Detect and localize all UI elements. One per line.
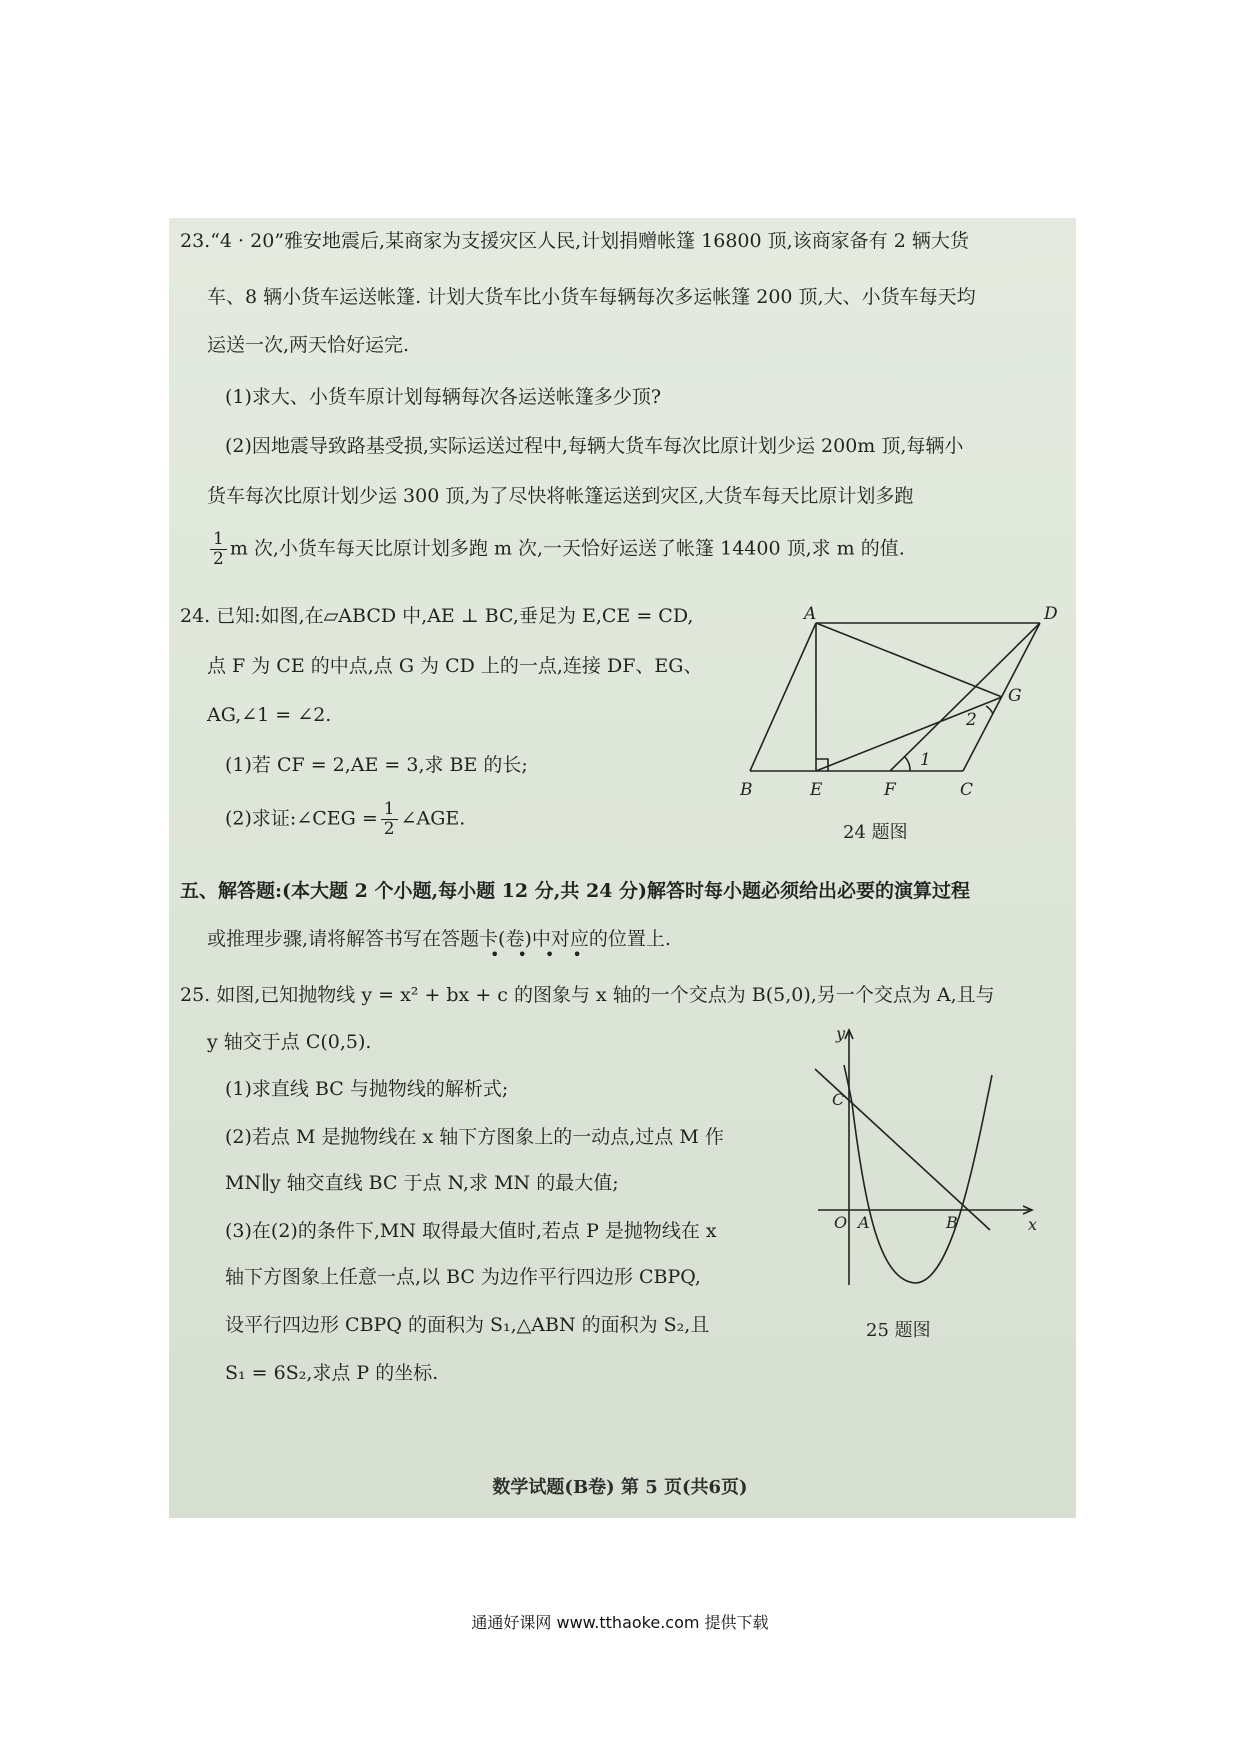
q24-line-3: AG,∠1 = ∠2.	[207, 704, 332, 726]
fraction-denominator: 2	[213, 549, 224, 569]
q23-line-1: 23.“4 · 20”雅安地震后,某商家为支援灾区人民,计划捐赠帐篷 16800 顶,该商家备有 2 辆大货	[180, 230, 969, 252]
section-5-header: 五、解答题:(本大题 2 个小题,每小题 12 分,共 24 分)解答时每小题必须给出必要的演算过程	[180, 880, 971, 902]
label-g: G	[1008, 686, 1022, 706]
download-credit: 通通好课网 www.tthaoke.com 提供下载	[471, 1613, 769, 1632]
q23-part-2-line-3	[207, 530, 905, 569]
label-angle-1: 1	[920, 750, 931, 770]
q24-line-2: 点 F 为 CE 的中点,点 G 为 CD 上的一点,连接 DF、EG、	[207, 655, 703, 677]
q24-line-1: 24. 已知:如图,在▱ABCD 中,AE ⊥ BC,垂足为 E,CE = CD,	[180, 605, 694, 627]
q25-part-3-line-2: 轴下方图象上任意一点,以 BC 为边作平行四边形 CBPQ,	[225, 1266, 701, 1288]
label-d: D	[1044, 605, 1058, 624]
q25-line-1: 25. 如图,已知抛物线 y = x² + bx + c 的图象与 x 轴的一个交点为 B(5,0),另一个交点为 A,且与	[180, 984, 995, 1006]
fraction-numerator: 1	[210, 530, 227, 550]
label-c: C	[960, 780, 974, 800]
emphasis-dots: ••••	[490, 945, 600, 964]
q24-part-2-suffix: ∠AGE.	[400, 807, 466, 830]
segment-eg	[816, 697, 1002, 771]
fraction-denominator: 2	[383, 819, 395, 839]
figure-24-caption: 24 题图	[843, 822, 908, 843]
section-5-instructions: 或推理步骤,请将解答书写在答题卡(卷)中对应的位置上.	[207, 928, 671, 950]
q24-part-2	[225, 800, 465, 839]
label-o: O	[834, 1213, 848, 1232]
q24-part-2-prefix: (2)求证:∠CEG =	[225, 807, 378, 830]
q24-part-1: (1)若 CF = 2,AE = 3,求 BE 的长;	[225, 754, 528, 776]
q25-part-3-line-1: (3)在(2)的条件下,MN 取得最大值时,若点 P 是抛物线在 x	[225, 1220, 717, 1242]
label-b: B	[946, 1213, 958, 1232]
q23-part-1: (1)求大、小货车原计划每辆每次各运送帐篷多少顶?	[225, 386, 662, 408]
q25-part-2-line-2: MN∥y 轴交直线 BC 于点 N,求 MN 的最大值;	[225, 1172, 619, 1194]
segment-ba	[750, 623, 816, 771]
q25-part-1: (1)求直线 BC 与抛物线的解析式;	[225, 1078, 509, 1100]
q25-line-2: y 轴交于点 C(0,5).	[207, 1031, 372, 1053]
label-x: x	[1028, 1215, 1038, 1234]
figure-24	[740, 605, 1070, 825]
q25-part-2-line-1: (2)若点 M 是抛物线在 x 轴下方图象上的一动点,过点 M 作	[225, 1126, 724, 1148]
label-y: y	[836, 1025, 846, 1043]
q23-part-2-text: m 次,小货车每天比原计划多跑 m 次,一天恰好运送了帐篷 14400 顶,求 m 的值.	[229, 537, 905, 560]
angle-1-arc	[905, 757, 910, 771]
q25-part-3-line-4: S₁ = 6S₂,求点 P 的坐标.	[225, 1362, 439, 1384]
angle-2-arc	[986, 706, 993, 714]
label-a: A	[804, 605, 817, 624]
label-angle-2: 2	[966, 710, 977, 730]
label-a: A	[858, 1213, 870, 1232]
fraction-one-half	[210, 530, 227, 569]
segment-ag	[816, 623, 1002, 697]
figure-25-caption: 25 题图	[866, 1320, 931, 1341]
q23-line-2: 车、8 辆小货车运送帐篷. 计划大货车比小货车每辆每次多运帐篷 200 顶,大、小货车每天均	[207, 286, 976, 308]
label-b: B	[740, 780, 753, 800]
label-c: C	[832, 1090, 845, 1109]
q23-line-3: 运送一次,两天恰好运完.	[207, 334, 410, 356]
q23-part-2-line-2: 货车每次比原计划少运 300 顶,为了尽快将帐篷运送到灾区,大货车每天比原计划多跑	[207, 485, 914, 507]
label-e: E	[810, 780, 823, 800]
q25-part-3-line-3: 设平行四边形 CBPQ 的面积为 S₁,△ABN 的面积为 S₂,且	[225, 1314, 710, 1336]
fraction-numerator: 1	[381, 800, 398, 820]
parabola	[844, 1065, 992, 1283]
page-footer: 数学试题(B卷) 第 5 页(共6页)	[492, 1477, 748, 1498]
figure-25	[810, 1025, 1040, 1300]
q23-part-2-line-1: (2)因地震导致路基受损,实际运送过程中,每辆大货车每次比原计划少运 200m 顶,每辆小	[225, 435, 964, 457]
fraction-one-half	[381, 800, 398, 839]
label-f: F	[884, 780, 896, 800]
